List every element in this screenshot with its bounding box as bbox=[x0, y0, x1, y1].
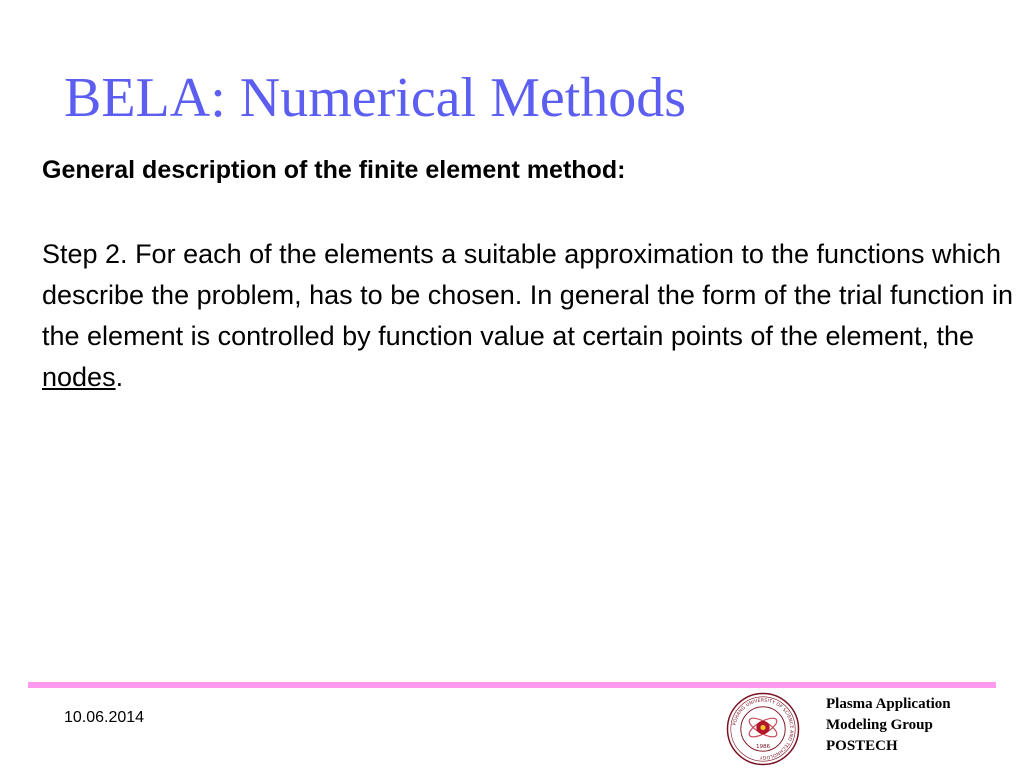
paragraph-end-punctuation: . bbox=[115, 362, 124, 392]
group-credit-line: Plasma Application bbox=[826, 696, 951, 712]
seal-year: 1986 bbox=[755, 744, 771, 751]
footer-date: 10.06.2014 bbox=[64, 709, 145, 726]
university-seal-logo bbox=[726, 692, 800, 766]
group-credit bbox=[826, 694, 951, 757]
footer-divider bbox=[28, 682, 996, 688]
group-credit-line: Modeling Group bbox=[826, 717, 933, 733]
step-paragraph-text: Step 2. For each of the elements a suitable approximation to the functions which describe the problem, has to be chosen. In general the form of the trial function in the element is controlled by function value at certain points of the element, the bbox=[42, 239, 1014, 351]
group-credit-line: POSTECH bbox=[826, 738, 898, 754]
slide-title: BELA: Numerical Methods bbox=[64, 67, 687, 129]
nodes-term: nodes bbox=[42, 362, 116, 392]
seal-ring-text: POHANG UNIVERSITY OF SCIENCE AND TECHNOLOGY bbox=[732, 698, 794, 760]
slide-subheading: General description of the finite element method: bbox=[42, 156, 626, 184]
step-paragraph bbox=[42, 234, 1022, 398]
